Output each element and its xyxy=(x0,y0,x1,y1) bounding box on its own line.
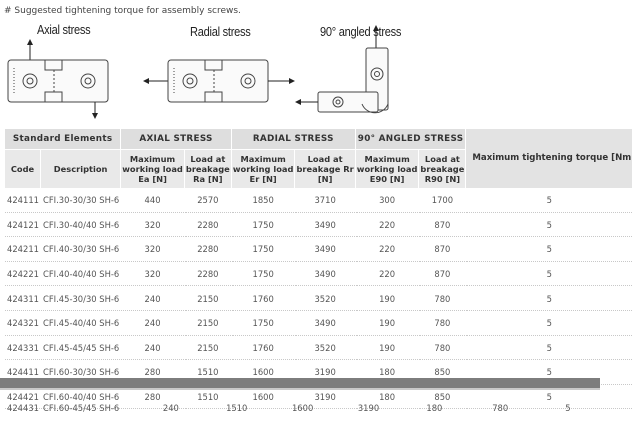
table-cell: 424311 xyxy=(5,287,40,311)
table-cell: 424411 xyxy=(5,361,40,385)
table-cell: 3490 xyxy=(295,214,354,238)
table-cell: 5 xyxy=(466,214,632,238)
header-r90: Load at breakage R90 [N] xyxy=(419,150,465,188)
table-cell: 424211 xyxy=(5,238,40,262)
table-cell: CFI.45-40/40 SH-6 xyxy=(41,312,120,336)
table-row xyxy=(5,337,632,361)
group-radial-stress: RADIAL STRESS xyxy=(232,129,355,149)
table-cell: CFI.40-30/30 SH-6 xyxy=(41,238,120,262)
table-cell: 2150 xyxy=(185,287,231,311)
table-cell: 240 xyxy=(121,337,184,361)
table-cell: 850 xyxy=(419,386,465,410)
table-cell: 180 xyxy=(356,361,419,385)
angled-hinge-diagram xyxy=(296,26,388,113)
table-cell: CFI.30-30/30 SH-6 xyxy=(41,189,120,213)
table-row xyxy=(5,397,603,419)
table-cell: 1850 xyxy=(232,189,295,213)
table-cell: 5 xyxy=(466,287,632,311)
table-cell: 1750 xyxy=(232,312,295,336)
table-cell: 424331 xyxy=(5,337,40,361)
axial-stress-title: Axial stress xyxy=(37,22,91,37)
table-cell: 2280 xyxy=(185,214,231,238)
table-cell: 180 xyxy=(426,403,443,413)
header-description: Description xyxy=(41,150,120,188)
table-cell: 1760 xyxy=(232,337,295,361)
table-cell: 870 xyxy=(419,214,465,238)
table-cell: 5 xyxy=(466,189,632,213)
table-cell: CFI.30-40/40 SH-6 xyxy=(41,214,120,238)
table-row xyxy=(5,287,632,311)
table-cell: 5 xyxy=(565,403,571,413)
table-cell: 240 xyxy=(121,287,184,311)
table-cell: CFI.60-40/40 SH-6 xyxy=(41,386,120,410)
angled-stress-title: 90° angled stress xyxy=(320,24,402,39)
table-cell: 2280 xyxy=(185,263,231,287)
table-cell: 1700 xyxy=(419,189,465,213)
table-cell: 280 xyxy=(121,386,184,410)
table-row xyxy=(5,312,632,336)
table-cell: 3490 xyxy=(295,312,354,336)
group-standard-elements: Standard Elements xyxy=(5,129,120,149)
table-cell: 1600 xyxy=(232,386,295,410)
table-cell: 2570 xyxy=(185,189,231,213)
table-cell: 3490 xyxy=(295,238,354,262)
table-cell: 3190 xyxy=(357,403,380,413)
axial-hinge-diagram xyxy=(8,40,108,118)
strength-table xyxy=(4,128,633,410)
table-row xyxy=(5,263,632,287)
table-cell: 190 xyxy=(356,337,419,361)
table-cell: 780 xyxy=(492,403,509,413)
table-cell: 870 xyxy=(419,263,465,287)
table-cell: 424221 xyxy=(5,263,40,287)
table-cell: 5 xyxy=(466,263,632,287)
table-cell: 1750 xyxy=(232,238,295,262)
radial-stress-title: Radial stress xyxy=(190,24,251,39)
table-cell: 220 xyxy=(356,263,419,287)
table-cell: 5 xyxy=(466,361,632,385)
table-cell: 1600 xyxy=(291,403,314,413)
table-cell: CFI.60-45/45 SH-6 xyxy=(42,403,120,413)
table-cell: 3520 xyxy=(295,287,354,311)
table-cell: 3710 xyxy=(295,189,354,213)
table-cell: 3520 xyxy=(295,337,354,361)
table-cell: 5 xyxy=(466,312,632,336)
table-cell: 2150 xyxy=(185,312,231,336)
table-cell: 780 xyxy=(419,287,465,311)
table-cell: 320 xyxy=(121,214,184,238)
radial-hinge-diagram xyxy=(144,60,294,102)
group-axial-stress: AXIAL STRESS xyxy=(121,129,231,149)
table-cell: 220 xyxy=(356,238,419,262)
table-cell: 1760 xyxy=(232,287,295,311)
separator-bar xyxy=(0,378,600,388)
table-cell: 190 xyxy=(356,287,419,311)
table-cell: 240 xyxy=(121,312,184,336)
header-er: Maximum working load Er [N] xyxy=(232,150,295,188)
header-max-torque: Maximum tightening torque [Nm xyxy=(466,129,632,188)
header-e90: Maximum working load E90 [N] xyxy=(356,150,419,188)
table-cell: 190 xyxy=(356,312,419,336)
table-cell: 1750 xyxy=(232,214,295,238)
table-cell: 5 xyxy=(466,386,632,410)
table-cell: 440 xyxy=(121,189,184,213)
header-ra: Load at breakage Ra [N] xyxy=(185,150,231,188)
torque-note: # Suggested tightening torque for assembly screws. xyxy=(4,6,241,16)
table-cell: 424321 xyxy=(5,312,40,336)
table-cell: 1600 xyxy=(232,361,295,385)
table-cell: 3190 xyxy=(295,386,354,410)
header-rr: Load at breakage Rr [N] xyxy=(295,150,354,188)
table-cell: 424421 xyxy=(5,386,40,410)
table-row xyxy=(5,189,632,213)
table-cell: 780 xyxy=(419,312,465,336)
table-row xyxy=(5,214,632,238)
table-cell: 220 xyxy=(356,214,419,238)
table-cell: 320 xyxy=(121,238,184,262)
table-cell: 1750 xyxy=(232,263,295,287)
group-angled-stress: 90° ANGLED STRESS xyxy=(356,129,466,149)
table-cell: 5 xyxy=(466,337,632,361)
table-cell: 870 xyxy=(419,238,465,262)
table-cell: 320 xyxy=(121,263,184,287)
table-cell: CFI.60-30/30 SH-6 xyxy=(41,361,120,385)
table-cell: 180 xyxy=(356,386,419,410)
stress-illustrations xyxy=(0,18,600,128)
table-cell: 300 xyxy=(356,189,419,213)
table-cell: 3490 xyxy=(295,263,354,287)
table-body xyxy=(5,189,632,409)
table-cell: 424121 xyxy=(5,214,40,238)
table-cell: 3190 xyxy=(295,361,354,385)
table-cell: 1510 xyxy=(185,361,231,385)
header-ea: Maximum working load Ea [N] xyxy=(121,150,184,188)
table-cell: CFI.45-30/30 SH-6 xyxy=(41,287,120,311)
table-cell: 424431 xyxy=(7,403,39,413)
table-cell: 1510 xyxy=(185,386,231,410)
separator-line xyxy=(0,388,600,390)
table-cell: 780 xyxy=(419,337,465,361)
last-row-table xyxy=(4,396,604,420)
table-cell: 2280 xyxy=(185,238,231,262)
table-cell: 240 xyxy=(162,403,179,413)
table-cell: 1510 xyxy=(226,403,248,413)
header-code: Code xyxy=(5,150,40,188)
table-cell: CFI.40-40/40 SH-6 xyxy=(41,263,120,287)
table-cell: 850 xyxy=(419,361,465,385)
table-cell: 280 xyxy=(121,361,184,385)
table-cell: CFI.45-45/45 SH-6 xyxy=(41,337,120,361)
stress-diagrams xyxy=(0,18,600,128)
table-cell: 5 xyxy=(466,238,632,262)
table-row xyxy=(5,238,632,262)
table-cell: 424111 xyxy=(5,189,40,213)
table-cell: 2150 xyxy=(185,337,231,361)
